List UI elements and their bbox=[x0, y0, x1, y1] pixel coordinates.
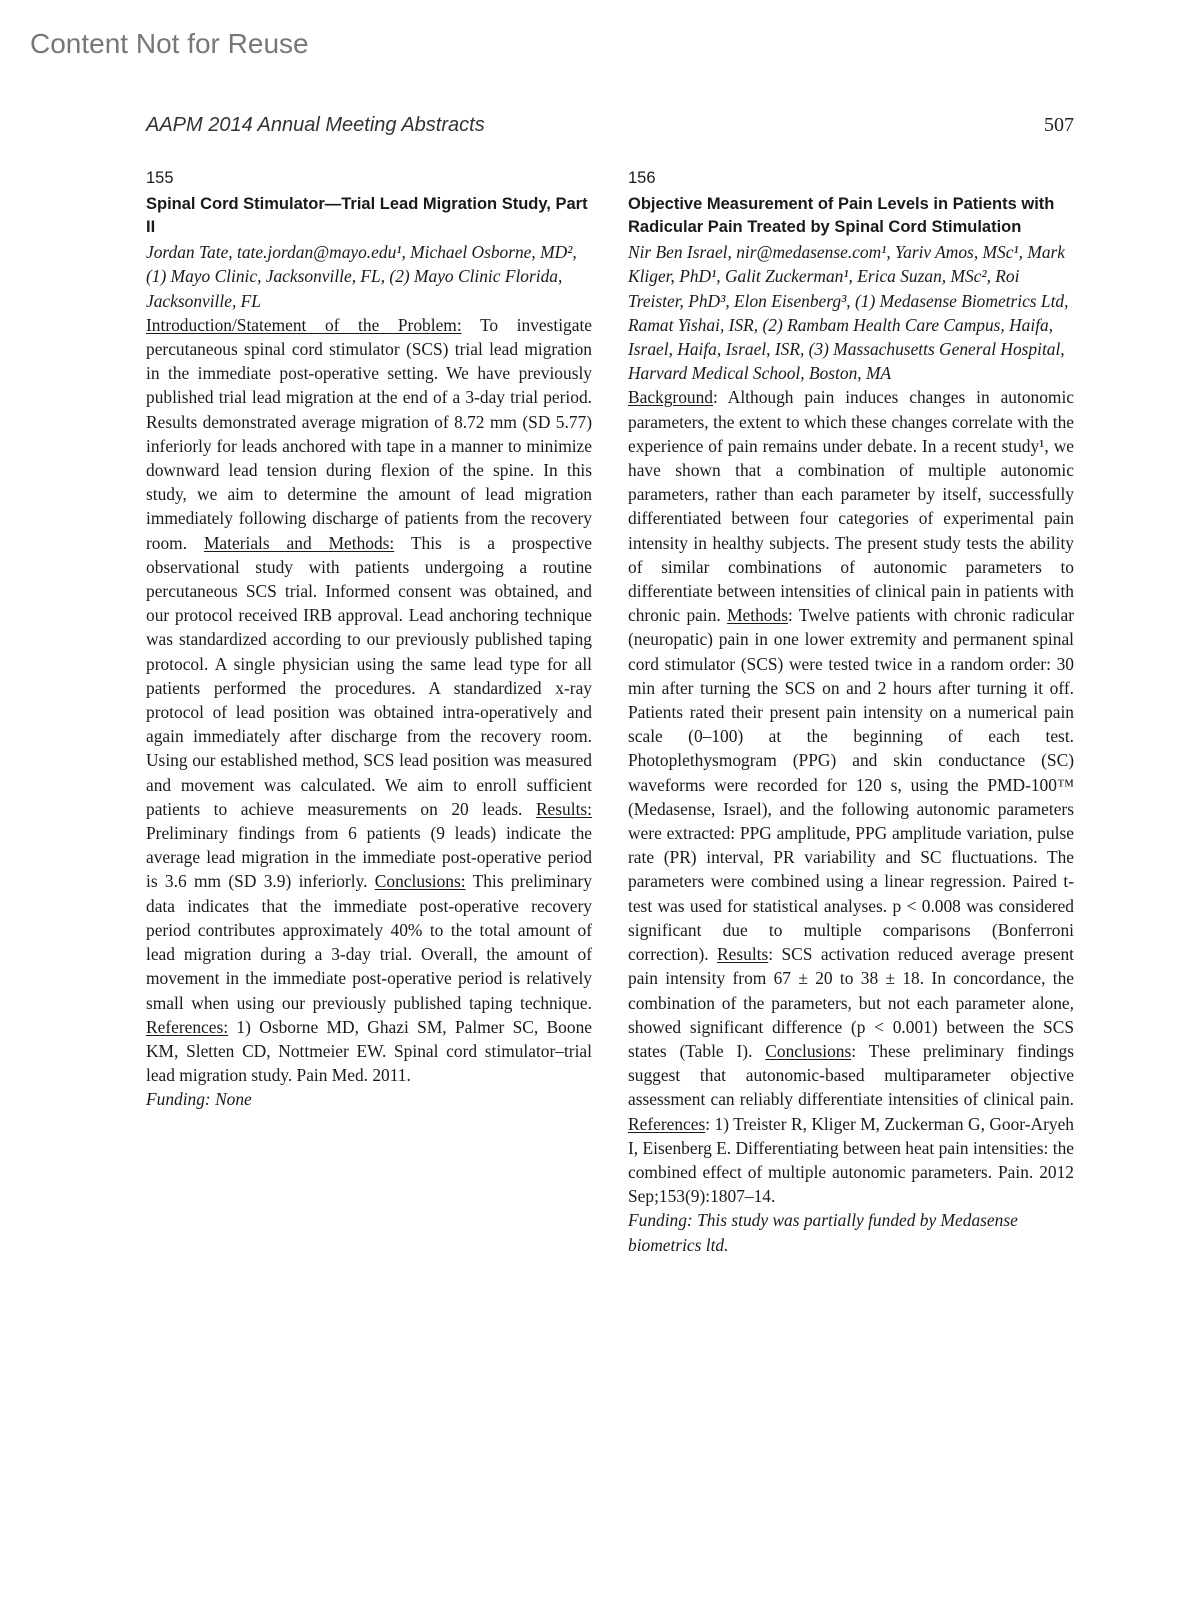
abstract-body bbox=[628, 385, 1074, 1208]
section-text-results: : SCS activation reduced average present pain intensity from 67 ± 20 to 38 ± 18. In concordance, the combination of the parameters, but not each parameter alone, showed significant difference (p < 0.001) between the SCS states (Table I). bbox=[628, 944, 1074, 1061]
section-text-introduction: To investigate percutaneous spinal cord stimulator (SCS) trial lead migration in the immediate post-operative setting. We have previously published trial lead migration at the end of a 3-day trial period. Results demonstrated average migration of 8.72 mm (SD 5.77) inferiorly for leads anchored with tape in a manner to minimize downward lead tension during flexion of the spine. In this study, we aim to determine the amount of lead migration immediately following discharge of patients from the recovery room. bbox=[146, 314, 592, 553]
abstract-authors: Nir Ben Israel, nir@medasense.com¹, Yariv Amos, MSc¹, Mark Kliger, PhD¹, Galit Zuckerman¹, Erica Suzan, MSc², Roi Treister, PhD³, Elon Eisenberg³, (1) Medasense Biometrics Ltd, Ramat Yishai, ISR, (2) Rambam Health Care Campus, Haifa, Israel, Haifa, Israel, ISR, (3) Massachusetts General Hospital, Harvard Medical School, Boston, MA bbox=[628, 242, 1069, 384]
abstract-title: Objective Measurement of Pain Levels in Patients with Radicular Pain Treated by Spinal Cord Stimulation bbox=[628, 195, 1055, 236]
section-heading-methods: Methods bbox=[727, 605, 788, 626]
section-heading-results: Results bbox=[717, 944, 769, 965]
abstract-funding: Funding: None bbox=[146, 1089, 252, 1110]
section-heading-background: Background bbox=[628, 387, 714, 408]
section-text-results: Preliminary findings from 6 patients (9 leads) indicate the average lead migration in the immediate post-operative period is 3.6 mm (SD 3.9) inferiorly. bbox=[146, 823, 592, 892]
section-heading-references: References: bbox=[146, 1016, 229, 1037]
abstract-number: 155 bbox=[146, 169, 174, 187]
section-text-methods: : Twelve patients with chronic radicular (neuropatic) pain in one lower extremity and permanent spinal cord stimulator (SCS) were tested twice in a random order: 30 min after turning the SCS on and 2 hours after turning it off. Patients rated their present pain intensity on a numerical pain scale (0–100) at the beginning of each test. Photoplethysmogram (PPG) and skin conductance (SC) waveforms were recorded for 120 s, using the PMD-100™ (Medasense, Israel), and the following autonomic parameters were extracted: PPG amplitude, PPG amplitude variation, pulse rate (PR) interval, PR variability and SC fluctuations. The parameters were combined using a linear regression. Paired t-test was used for statistical analyses. p < 0.008 was considered significant due to multiple comparisons (Bonferroni correction). bbox=[628, 605, 1074, 965]
section-text-background: : Although pain induces changes in autonomic parameters, the extent to which these changes correlate with the experience of pain remains under debate. In a recent study¹, we have shown that a combination of multiple autonomic parameters, rather than each parameter by itself, successfully differentiated between four categories of experimental pain intensity in healthy subjects. The present study tests the ability of similar combinations of autonomic parameters to differentiate between intensities of clinical pain in patients with chronic pain. bbox=[628, 387, 1074, 626]
section-text-conclusions: This preliminary data indicates that the immediate post-operative recovery period contributes approximately 40% to the total amount of lead migration during a 3-day trial. Overall, the amount of movement in the immediate post-operative period is relatively small when using our previously published taping technique. bbox=[146, 871, 592, 1013]
section-text-references: 1) Osborne MD, Ghazi SM, Palmer SC, Boone KM, Sletten CD, Nottmeier EW. Spinal cord stimulator–trial lead migration study. Pain Med. 2011. bbox=[146, 1016, 592, 1086]
abstract-155 bbox=[146, 166, 592, 1112]
section-text-methods: This is a prospective observational study with patients undergoing a routine percutaneous SCS trial. Informed consent was obtained, and our protocol received IRB approval. Lead anchoring technique was standardized according to our previously published taping protocol. A single physician using the same lead type for all patients performed the procedures. A standardized x-ray protocol of lead position was obtained intra-operatively and again immediately after discharge from the recovery room. Using our established method, SCS lead position was measured and movement was calculated. We aim to enroll sufficient patients to achieve measurements on 20 leads. bbox=[146, 532, 592, 819]
section-heading-references: References bbox=[628, 1113, 706, 1134]
section-heading-conclusions: Conclusions bbox=[765, 1040, 852, 1061]
section-heading-results: Results: bbox=[535, 798, 592, 819]
abstract-authors: Jordan Tate, tate.jordan@mayo.edu¹, Michael Osborne, MD², (1) Mayo Clinic, Jacksonville, FL, (2) Mayo Clinic Florida, Jacksonville, FL bbox=[146, 242, 577, 311]
section-heading-conclusions: Conclusions: bbox=[374, 871, 466, 892]
section-heading-methods: Materials and Methods: bbox=[203, 532, 395, 553]
section-text-references: : 1) Treister R, Kliger M, Zuckerman G, Goor-Aryeh I, Eisenberg E. Differentiating between heat pain intensities: the combined effect of multiple autonomic parameters. Pain. 2012 Sep;153(9):1807–14. bbox=[628, 1113, 1074, 1207]
abstract-title: Spinal Cord Stimulator—Trial Lead Migration Study, Part II bbox=[146, 195, 588, 236]
page-number: 507 bbox=[1044, 114, 1074, 136]
section-heading-introduction: Introduction/Statement of the Problem: bbox=[146, 314, 462, 335]
abstract-156 bbox=[628, 166, 1074, 1257]
abstract-number: 156 bbox=[628, 169, 656, 187]
abstract-funding: Funding: This study was partially funded by Medasense biometrics ltd. bbox=[628, 1210, 1018, 1255]
watermark: Content Not for Reuse bbox=[30, 28, 309, 59]
section-text-conclusions: : These preliminary findings suggest that autonomic-based multiparameter objective assessment can reliably differentiate intensities of clinical pain. bbox=[628, 1040, 1074, 1110]
running-head: AAPM 2014 Annual Meeting Abstracts bbox=[146, 114, 485, 136]
abstract-body bbox=[146, 313, 592, 1088]
